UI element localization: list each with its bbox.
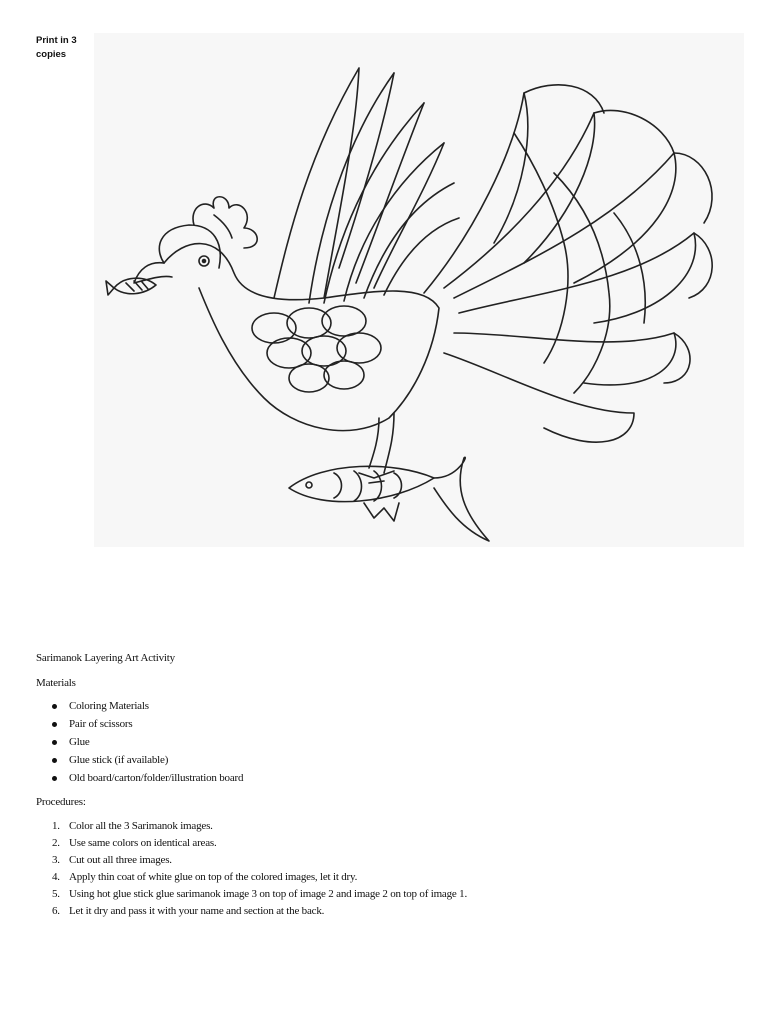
activity-instructions	[36, 650, 736, 920]
list-item: 1. Color all the 3 Sarimanok images.	[52, 820, 213, 832]
list-item: 5. Using hot glue stick glue sarimanok image 3 on top of image 2 and image 2 on top of image 1.	[52, 888, 467, 900]
procedures-list	[36, 818, 736, 920]
sarimanok-illustration	[94, 33, 744, 547]
bullet-icon	[52, 704, 57, 709]
list-item: 3. Cut out all three images.	[52, 854, 172, 866]
activity-title: Sarimanok Layering Art Activity	[36, 652, 175, 664]
list-item: Glue stick (if available)	[36, 752, 736, 770]
bullet-icon	[52, 722, 57, 727]
list-item: Old board/carton/folder/illustration board	[36, 770, 736, 788]
bullet-icon	[52, 758, 57, 763]
list-item: Glue	[36, 734, 736, 752]
list-item: 6. Let it dry and pass it with your name and section at the back.	[52, 905, 325, 917]
list-item: 2. Use same colors on identical areas.	[52, 837, 217, 849]
procedures-heading: Procedures:	[36, 796, 86, 808]
bullet-icon	[52, 776, 57, 781]
bullet-icon	[52, 740, 57, 745]
print-note: Print in 3 copies	[36, 35, 77, 60]
materials-list	[36, 698, 736, 788]
list-item: Pair of scissors	[36, 716, 736, 734]
list-item: Coloring Materials	[36, 698, 736, 716]
materials-heading: Materials	[36, 677, 76, 689]
list-item: 4. Apply thin coat of white glue on top of the colored images, let it dry.	[52, 871, 358, 883]
